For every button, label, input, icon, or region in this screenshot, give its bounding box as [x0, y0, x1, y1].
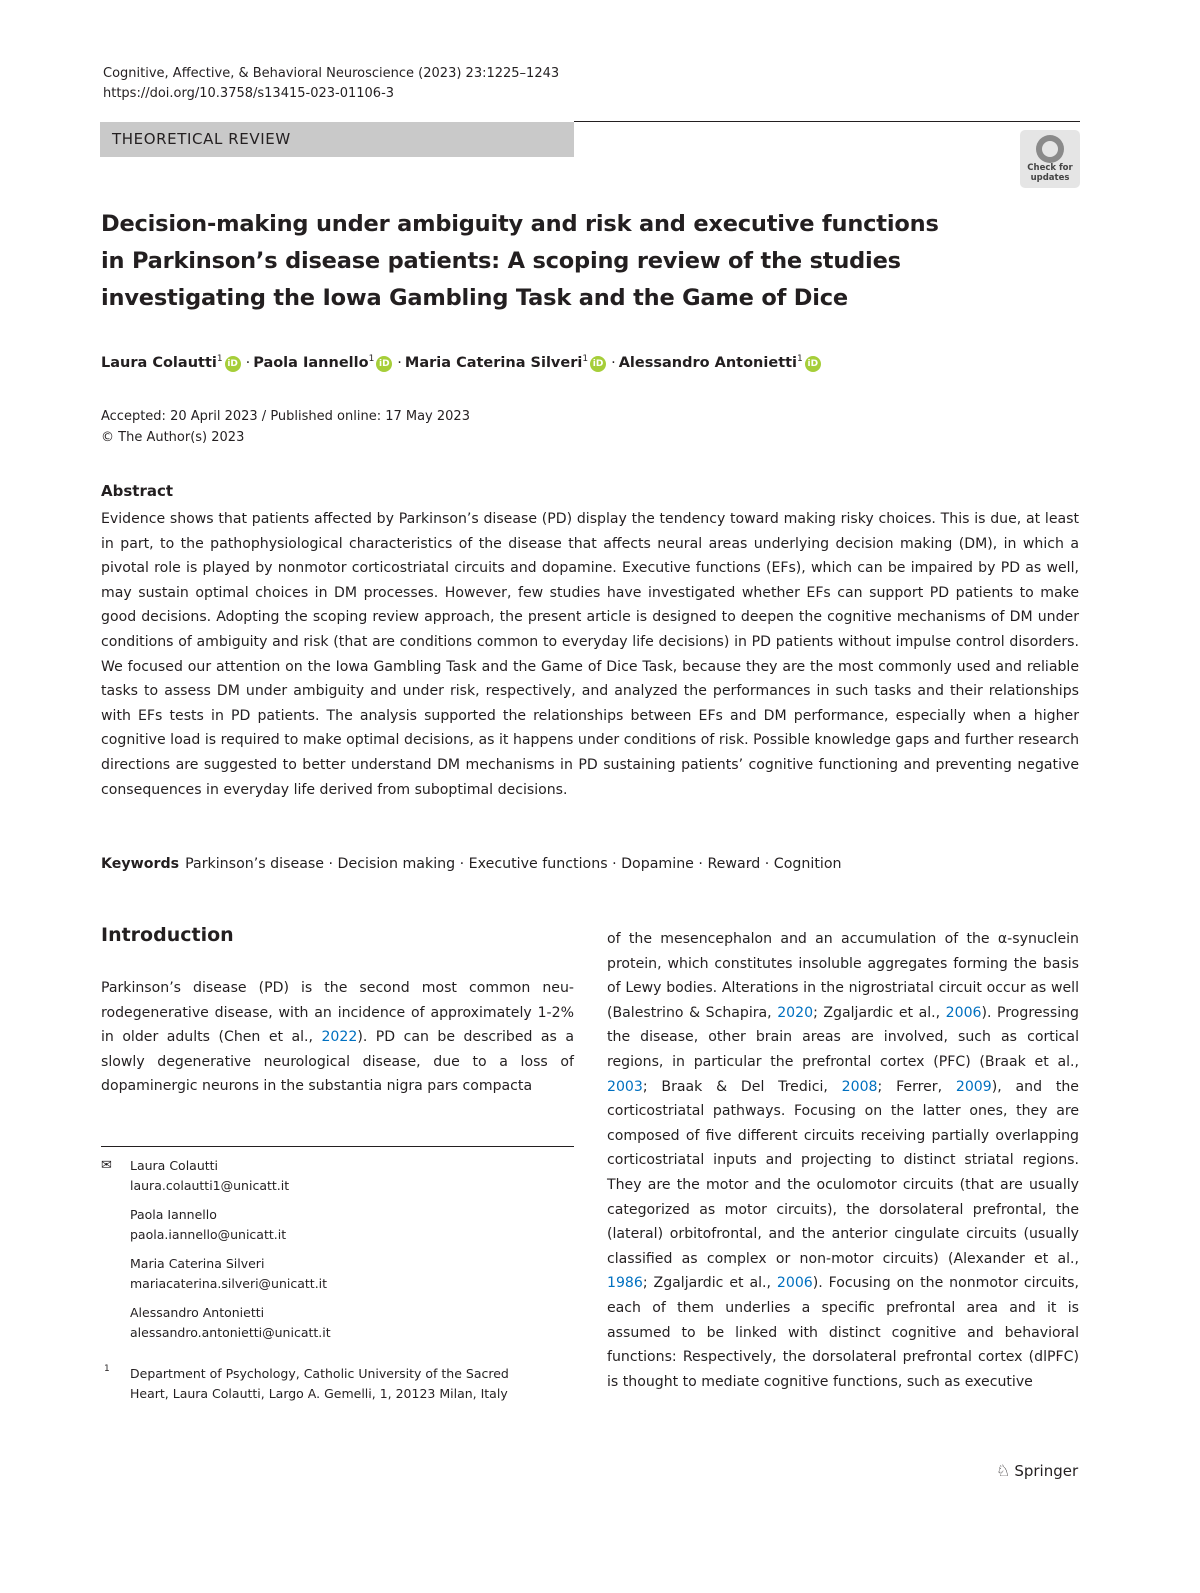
accepted-date: Accepted: 20 April 2023 / Published online: 17 May 2023	[101, 409, 470, 424]
text-run: ), and the corticostriatal pathways. Focusing on the latter ones, they are composed of five different circuits receiving partially overlapping corticostriatal inputs and projecting to distinct striatal regions. They are the motor and the oculomotor circuits (that are usually categorized as motor circuits), the dorsolateral prefrontal, the (lateral) orbitofrontal, and the anterior cingulate circuits (usually classified as complex or non-motor circuits) (Alexander et al.,	[607, 1078, 1079, 1267]
orcid-icon[interactable]: iD	[376, 356, 392, 372]
author-name[interactable]: Alessandro Antonietti	[618, 354, 798, 371]
text-run: ; Braak & Del Tredici,	[642, 1078, 842, 1095]
text-run: of the mesencephalon and an accumulation of the α-synuclein protein, which constitutes insoluble aggregates forming the basis of Lewy bodies. Alterations in the nigrostriatal circuit occur as well (Balestrino & Schapira,	[607, 931, 1079, 1021]
keywords	[101, 853, 842, 875]
citation-link[interactable]: 2020	[777, 1004, 814, 1021]
citation-link[interactable]: 2008	[841, 1078, 878, 1095]
text-run: 1-2% in older adults (Chen et al.,	[101, 1004, 575, 1046]
text-run: Parkinson’s disease (PD) is the second most common neu-	[101, 980, 574, 996]
separator: ·	[245, 354, 251, 371]
envelope-icon: ✉	[101, 1158, 112, 1173]
author-affiliation: 1	[582, 354, 589, 364]
publisher-name: Springer	[1014, 1462, 1079, 1480]
contact-entry	[130, 1156, 289, 1196]
header-rule	[574, 121, 1080, 122]
contact-name: Alessandro Antonietti	[130, 1305, 265, 1320]
contact-name: Laura Colautti	[130, 1158, 219, 1173]
keywords-label: Keywords	[101, 856, 180, 872]
author-name[interactable]: Laura Colautti	[101, 354, 217, 371]
affiliation-text: Department of Psychology, Catholic University of the Sacred Heart, Laura Colautti, Largo A. Gemelli, 1, 20123 Milan, Italy	[130, 1366, 509, 1401]
publisher-logo	[996, 1459, 1078, 1483]
section-heading-introduction: Introduction	[101, 924, 234, 946]
contact-email[interactable]: alessandro.antonietti@unicatt.it	[130, 1325, 331, 1340]
contact-entry	[130, 1205, 286, 1245]
author-name[interactable]: Maria Caterina Silveri	[404, 354, 583, 371]
contact-name: Paola Iannello	[130, 1207, 217, 1222]
author-list	[101, 348, 823, 374]
abstract-heading: Abstract	[101, 482, 174, 500]
author-name[interactable]: Paola Iannello	[253, 354, 369, 371]
text-run: ). Progressing the disease, other brain areas are involved, such as cortical regions, in particular the prefrontal cortex (PFC) (Braak et al.,	[607, 1004, 1079, 1070]
citation-link[interactable]: 1986	[607, 1275, 643, 1292]
check-updates-label: Check for updates	[1027, 163, 1073, 183]
contact-entry	[130, 1303, 331, 1343]
separator: ·	[611, 354, 616, 371]
springer-horse-icon: ♘	[996, 1461, 1011, 1480]
text-run: ; Ferrer,	[877, 1078, 956, 1095]
footnote-rule	[101, 1146, 574, 1147]
orcid-icon[interactable]: iD	[590, 356, 606, 372]
author-affiliation: 1	[216, 354, 223, 364]
article-type-banner: THEORETICAL REVIEW	[100, 122, 574, 157]
keywords-list: Parkinson’s disease · Decision making · Executive functions · Dopamine · Reward · Cognition	[185, 856, 842, 872]
text-run: ). Focusing on the nonmotor circuits, each of them underlies a specific prefrontal area and it is assumed to be linked with distinct cognitive and behavioral functions: Respectively, the dorsolateral prefrontal cortex (dlPFC) is thought to mediate cognitive functions, such as executive	[607, 1275, 1079, 1390]
author-affiliation: 1	[797, 354, 803, 364]
contact-name: Maria Caterina Silveri	[130, 1256, 265, 1271]
contact-email[interactable]: mariacaterina.silveri@unicatt.it	[130, 1276, 328, 1291]
intro-right-column	[607, 927, 1079, 1394]
contact-email[interactable]: paola.iannello@unicatt.it	[130, 1227, 287, 1242]
check-for-updates-button[interactable]	[1020, 130, 1080, 188]
author-affiliation: 1	[368, 354, 375, 364]
affiliation-number: 1	[104, 1364, 110, 1374]
journal-citation	[103, 64, 559, 104]
copyright: © The Author(s) 2023	[101, 430, 245, 445]
orcid-icon[interactable]: iD	[225, 356, 241, 372]
text-run: rodegenerative disease, with an incidence of approximately	[101, 1004, 532, 1021]
citation-link[interactable]: 2009	[955, 1078, 992, 1095]
intro-left-column	[101, 976, 574, 1099]
check-updates-icon	[1036, 135, 1064, 163]
citation-link[interactable]: 2006	[776, 1275, 813, 1292]
separator: ·	[397, 354, 402, 371]
doi-link[interactable]: https://doi.org/10.3758/s13415-023-01106-3	[103, 86, 395, 101]
citation-link[interactable]: 2006	[945, 1004, 982, 1021]
title-line: investigating the Iowa Gambling Task and the Game of Dice	[101, 285, 848, 311]
abstract-text: Evidence shows that patients affected by Parkinson’s disease (PD) display the tendency toward making risky choices. This is due, at least in part, to the pathophysiological characteristics of the disease that affects neural areas underlying decision making (DM), in which a pivotal role is played by nonmotor corticostriatal circuits and dopamine. Executive functions (EFs), which can be impaired by PD as well, may sustain optimal choices in DM processes. However, few studies have investigated whether EFs can support PD patients to make good decisions. Adopting the scoping review approach, the present article is designed to deepen the cognitive mechanisms of DM under conditions of ambiguity and risk (that are conditions common to everyday life decisions) in PD patients without impulse control disorders. We focused our attention on the Iowa Gambling Task and the Game of Dice Task, because they are the most commonly used and reliable tasks to assess DM under ambiguity and under risk, respectively, and analyzed the performances in such tasks and their relationships with EFs tests in PD patients. The analysis supported the relationships between EFs and DM performance, especially when a higher cognitive load is required to make optimal decisions, as it happens under conditions of risk. Possible knowledge gaps and further research directions are suggested to better understand DM mechanisms in PD sustaining patients’ cognitive functioning and preventing negative consequences in everyday life derived from suboptimal decisions.	[101, 511, 1079, 798]
text-run: ; Zgaljardic et al.,	[642, 1275, 777, 1292]
title-line: in Parkinson’s disease patients: A scoping review of the studies	[101, 248, 901, 274]
contact-email[interactable]: laura.colautti1@unicatt.it	[130, 1178, 290, 1193]
orcid-icon[interactable]: iD	[805, 356, 821, 372]
text-run: ; Zgaljardic et al.,	[813, 1004, 946, 1021]
contact-entry	[130, 1254, 327, 1294]
article-title	[101, 206, 1001, 317]
title-line: Decision-making under ambiguity and risk and executive functions	[101, 211, 939, 237]
citation-link[interactable]: 2003	[607, 1078, 643, 1095]
citation-link[interactable]: 2022	[321, 1029, 358, 1046]
journal-name: Cognitive, Affective, & Behavioral Neuroscience (2023) 23:1225–1243	[103, 66, 560, 81]
text-run: ). PD can be described as a slowly degenerative neurological disease, due to a loss of dopaminergic neurons in the substantia nigra pars compacta	[101, 1029, 574, 1095]
publication-dates	[101, 406, 470, 448]
